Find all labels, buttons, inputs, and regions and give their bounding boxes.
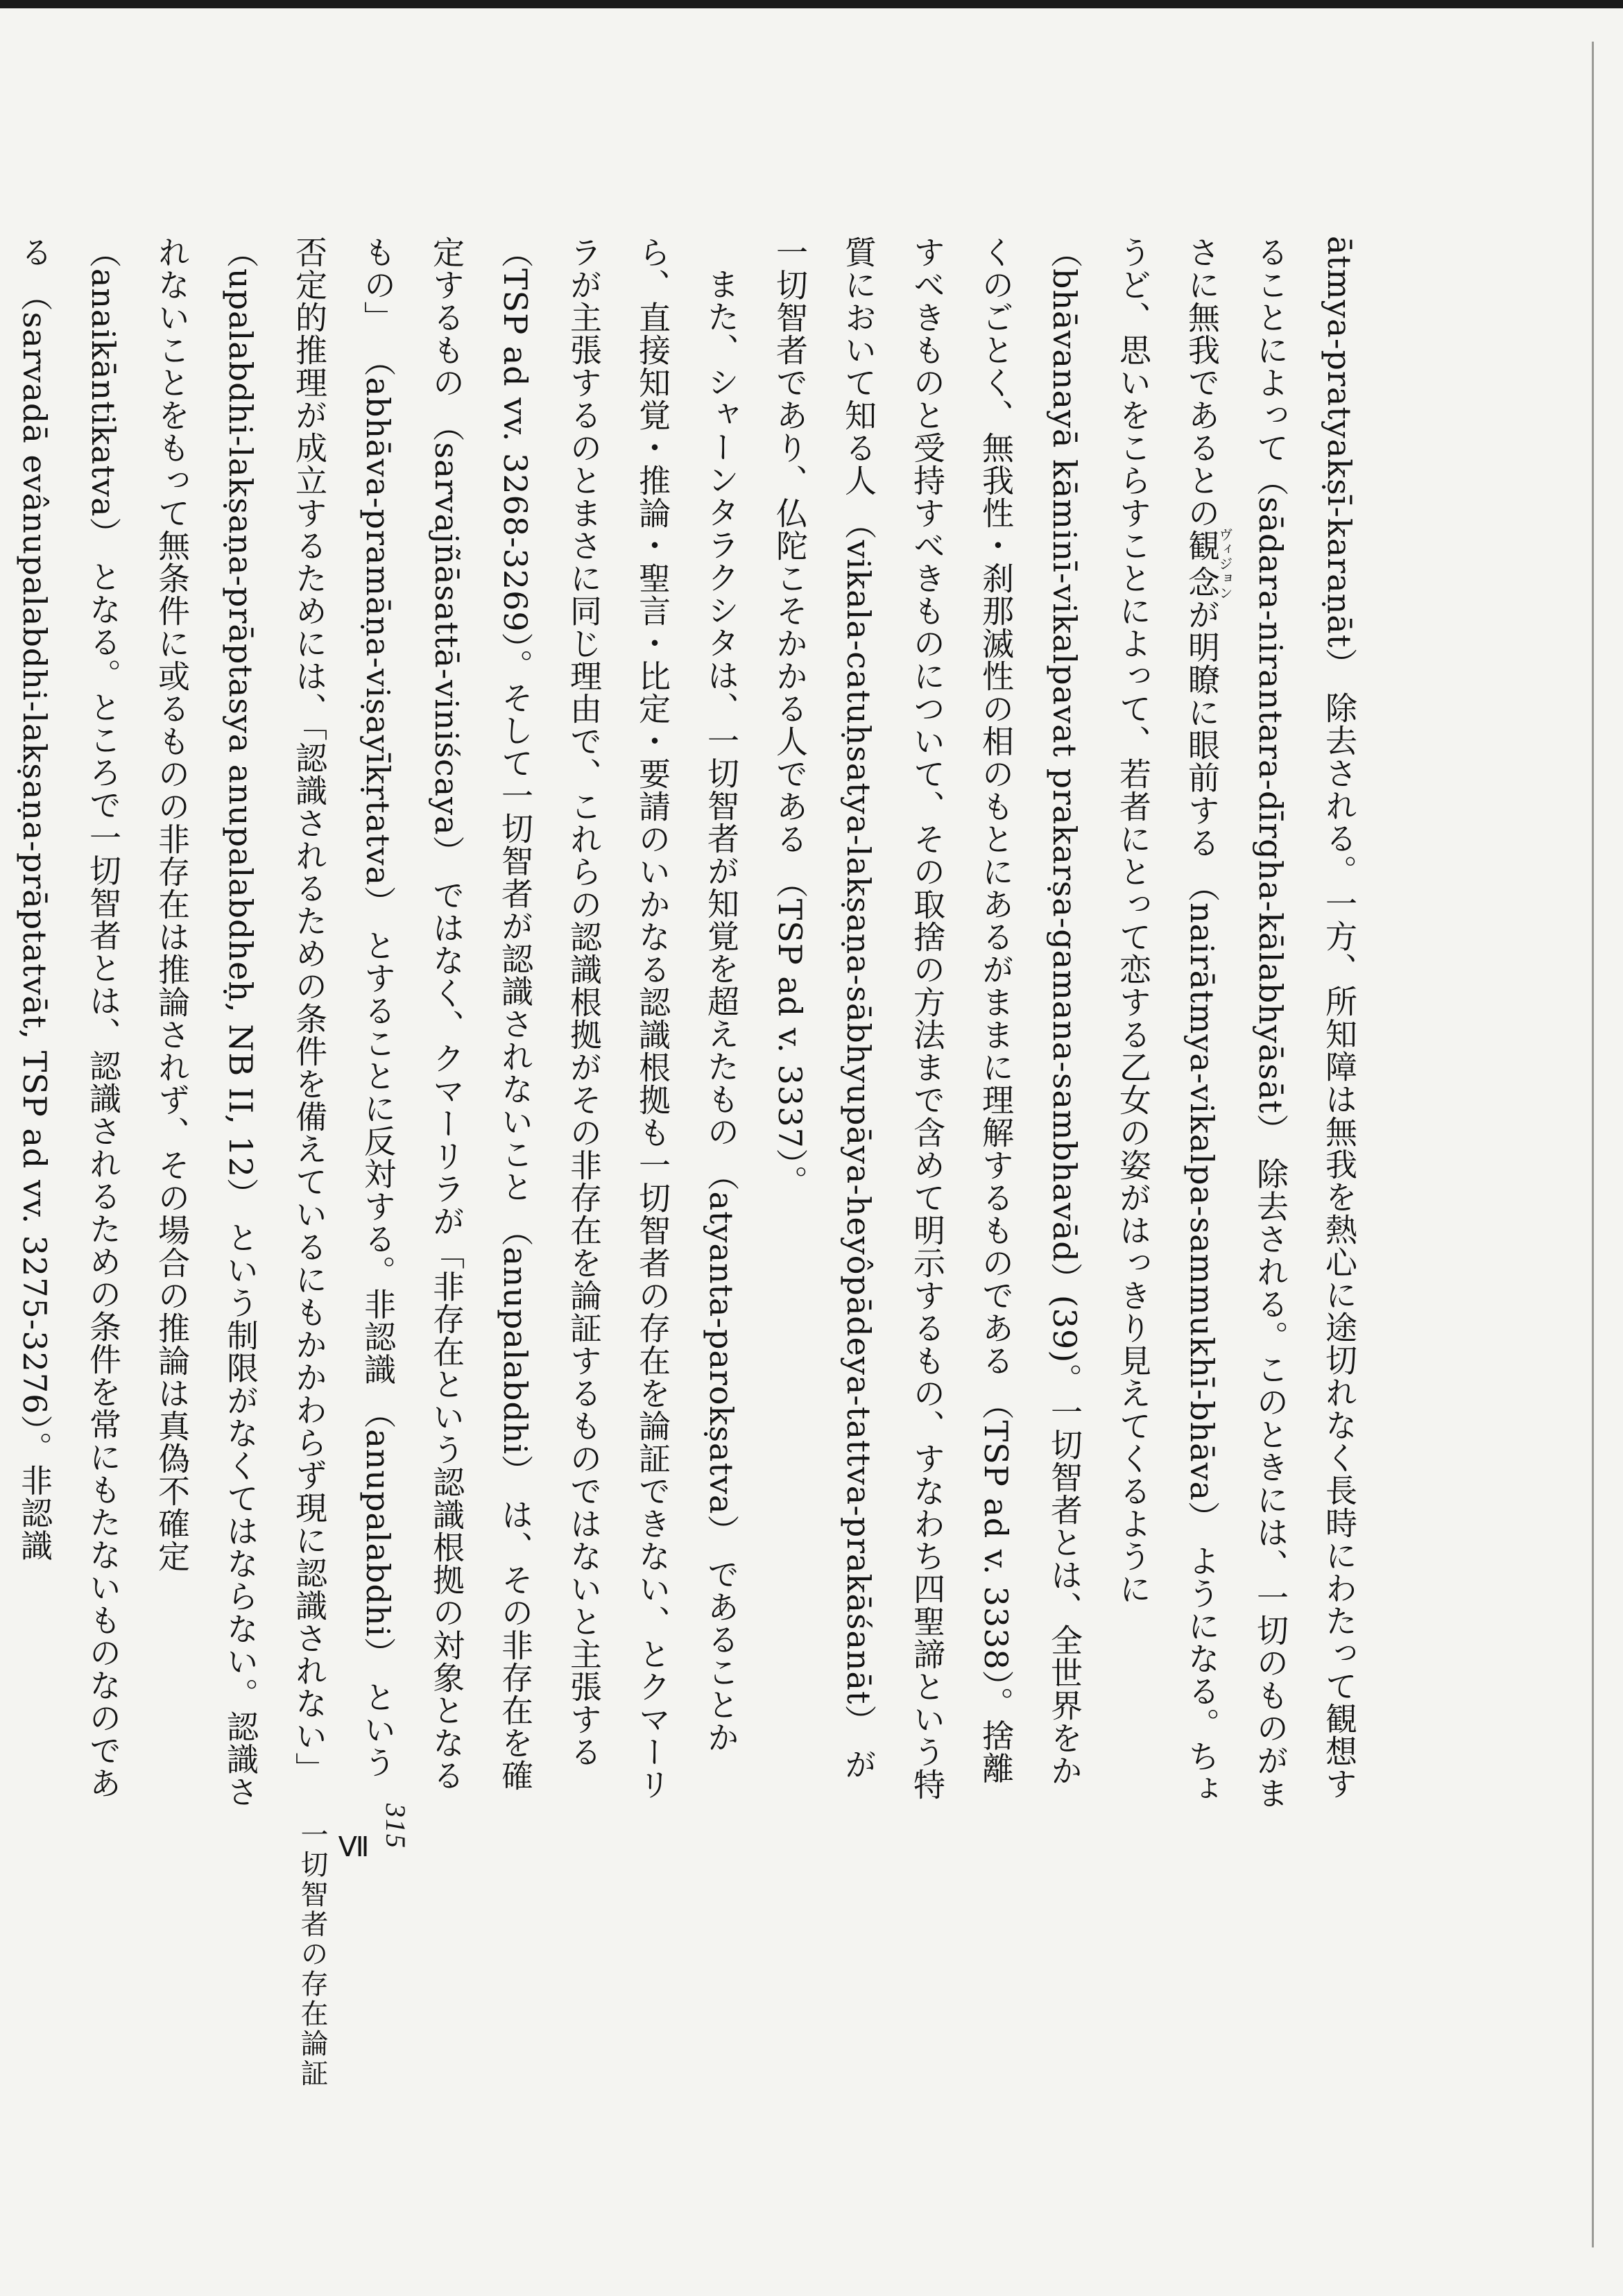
paragraph-1: ātmya-pratyakṣī-karaṇāt） 除去される。一方、所知障は無我を熱心に途切れなく長時にわたって観想することによって（sādara-nirantara-dīrgha-kālabhyāsāt） 除去される。このときには、一切のものがまさに無我であるとの観念ヴィジョンが明瞭に眼前する （nairātmya-vikalpa-sammukhī-bhāva） ようになる。ちょうど、思いをこらすことによって、若者にとって恋する乙女の姿がはっきり見えてくるように （bhāvanayā kāminī-vikalpavat prakarṣa-gamana-sambhavād）(39)。一切智者とは、全世界をかくのごとく、無我性・刹那滅性の相のもとにあるがままに理解するものである （TSP ad v. 3338）。捨離すべきものと受持すべきものについて、その取捨の方法まで含めて明示するもの、すなわち四聖諦という特質において知る人 （vikala-catuḥsatya-lakṣaṇa-sābhyupāya-heyôpādeya-tattva-prakāśanāt） が一切智者であり、仏陀こそかかる人である （TSP ad v. 3337）。 — [771, 236, 1358, 1810]
paragraph-2: また、シャーンタラクシタは、一切智者が知覚を超えたもの （atyanta-parokṣatva） であることから、直接知覚・推論・聖言・比定・要請のいかなる認識根拠も一切智者の存在を論証できない、とクマーリラが主張するのとまさに同じ理由で、これらの認識根拠がその非存在を論証するものではないと主張する （TSP ad vv. 3268-3269）。そして一切智者が認識されないこと （anupalabdhi） は、その非存在を確定するもの （sarvajñāsattā-viniścaya） ではなく、クマーリラが「非存在という認識根拠の対象となるもの」 （abhāva-pramāṇa-viṣayīkṛtatva） とすることに反対する。非認識 （anupalabdhi） という否定的推理が成立するためには、「認識されるための条件を備えているにもかかわらず現に認識されない」 （upalabdhi-lakṣaṇa-prāptasya anupalabdheḥ, NB II, 12） という制限がなくてはならない。認識されないことをもって無条件に或るものの非存在は推論されず、その場合の推論は真偽不確定 （anaikāntikatva） となる。ところで一切智者とは、認識されるための条件を常にもたないものなのである （sarvadā evânupalabdhi-lakṣaṇa-prāptatvāt, TSP ad vv. 3275-3276）。非認識 — [16, 236, 740, 1808]
scan-top-border — [0, 0, 1623, 8]
chapter-title: 一切智者の存在論証 — [296, 1820, 328, 2089]
running-footer — [291, 1804, 416, 2220]
scan-binding-edge — [1592, 42, 1594, 2247]
ruby-annotation: 観念ヴィジョン — [1183, 527, 1233, 601]
ruby-reading: ヴィジョン — [1217, 527, 1233, 601]
body-text — [16, 236, 1373, 1810]
chapter-number: Ⅶ — [338, 1831, 370, 1863]
page-number: 315 — [380, 1804, 411, 1849]
